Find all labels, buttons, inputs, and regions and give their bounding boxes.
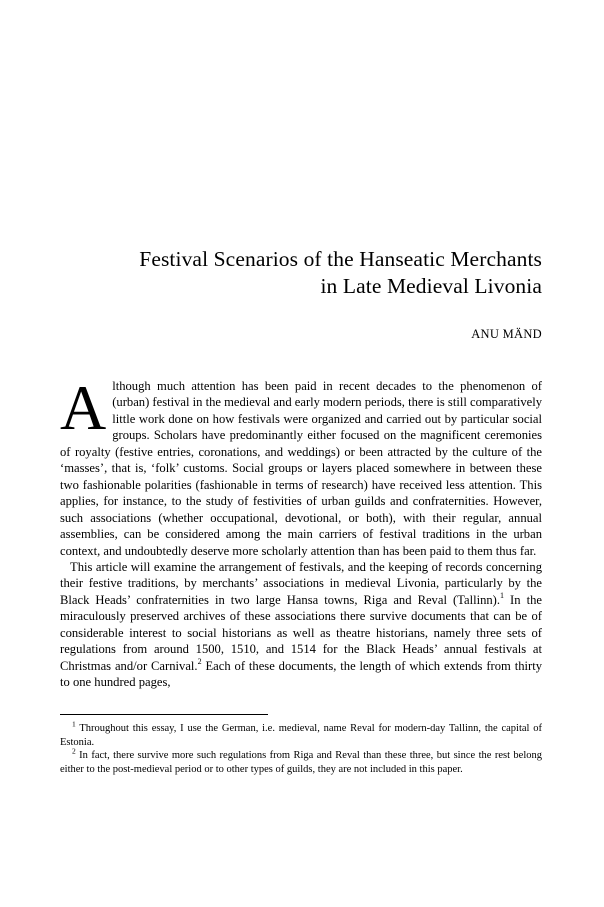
paragraph-2-text-c: Each of these documents, the length of which extends from thirty to one hundred pages, [60, 658, 543, 690]
footnote-separator [60, 714, 268, 715]
paragraph-1-text: lthough much attention has been paid in recent decades to the phenomenon of (urban) festival in the medieval and early modern periods, there is still comparatively little work done on how festivals were organized and carried out by particular social groups. Scholars have predominantly either focused on the magnificent ceremonies of royalty (festive entries, coronations, and weddings) or been attracted by the culture of the ‘masses’, that is, ‘folk’ customs. Social groups or layers placed somewhere in between these two fashionable polarities (fashionable in terms of research) have received less attention. This applies, for instance, to the study of festivities of urban guilds and confraternities. However, such associations (whether occupational, devotional, or both), with their regular, annual assemblies, can be considered among the main carriers of festival traditions in the urban context, and undoubtedly deserve more scholarly attention than has been paid to them thus far. [60, 379, 543, 558]
footnote-1-text: Throughout this essay, I use the German, i.e. medieval, name Reval for modern-day Tallinn, the capital of Estonia. [60, 723, 542, 748]
article-body [60, 372, 543, 691]
footnote-ref-2[interactable]: 2 [197, 656, 202, 666]
footnote-ref-1[interactable]: 1 [500, 590, 505, 600]
paragraph-2 [60, 559, 542, 691]
footnote-2-mark: 2 [72, 746, 76, 756]
article-title-line-1: Festival Scenarios of the Hanseatic Merchants [139, 247, 542, 271]
footnote-2-text: In fact, there survive more such regulations from Riga and Reval than these three, but since the rest belong either to the post-medieval period or to other types of guilds, they are not included in this paper. [60, 750, 542, 775]
footnote-2 [60, 746, 542, 776]
author-name: ANU MÄND [471, 327, 542, 341]
paragraph-2-text-b: In the miraculously preserved archives of these associations there survive documents that can be of considerable interest to social historians as well as theatre historians, namely three sets of regulations from around 1500, 1510, and 1514 for the Black Heads’ annual festivals at Christmas and/or Carnival. [60, 592, 542, 673]
article-title-line-2: in Late Medieval Livonia [320, 274, 542, 298]
paragraph-2-text-a: This article will examine the arrangement of festivals, and the keeping of records concerning their festive traditions, by merchants’ associations in medieval Livonia, particularly by the Black Heads’ confraternities in two large Hansa towns, Riga and Reval (Tallinn). [60, 559, 542, 607]
drop-cap: A [60, 372, 107, 443]
paragraph-1 [60, 372, 543, 559]
footnotes [60, 719, 542, 776]
footnote-1 [60, 719, 542, 749]
footnote-1-mark: 1 [72, 719, 76, 729]
